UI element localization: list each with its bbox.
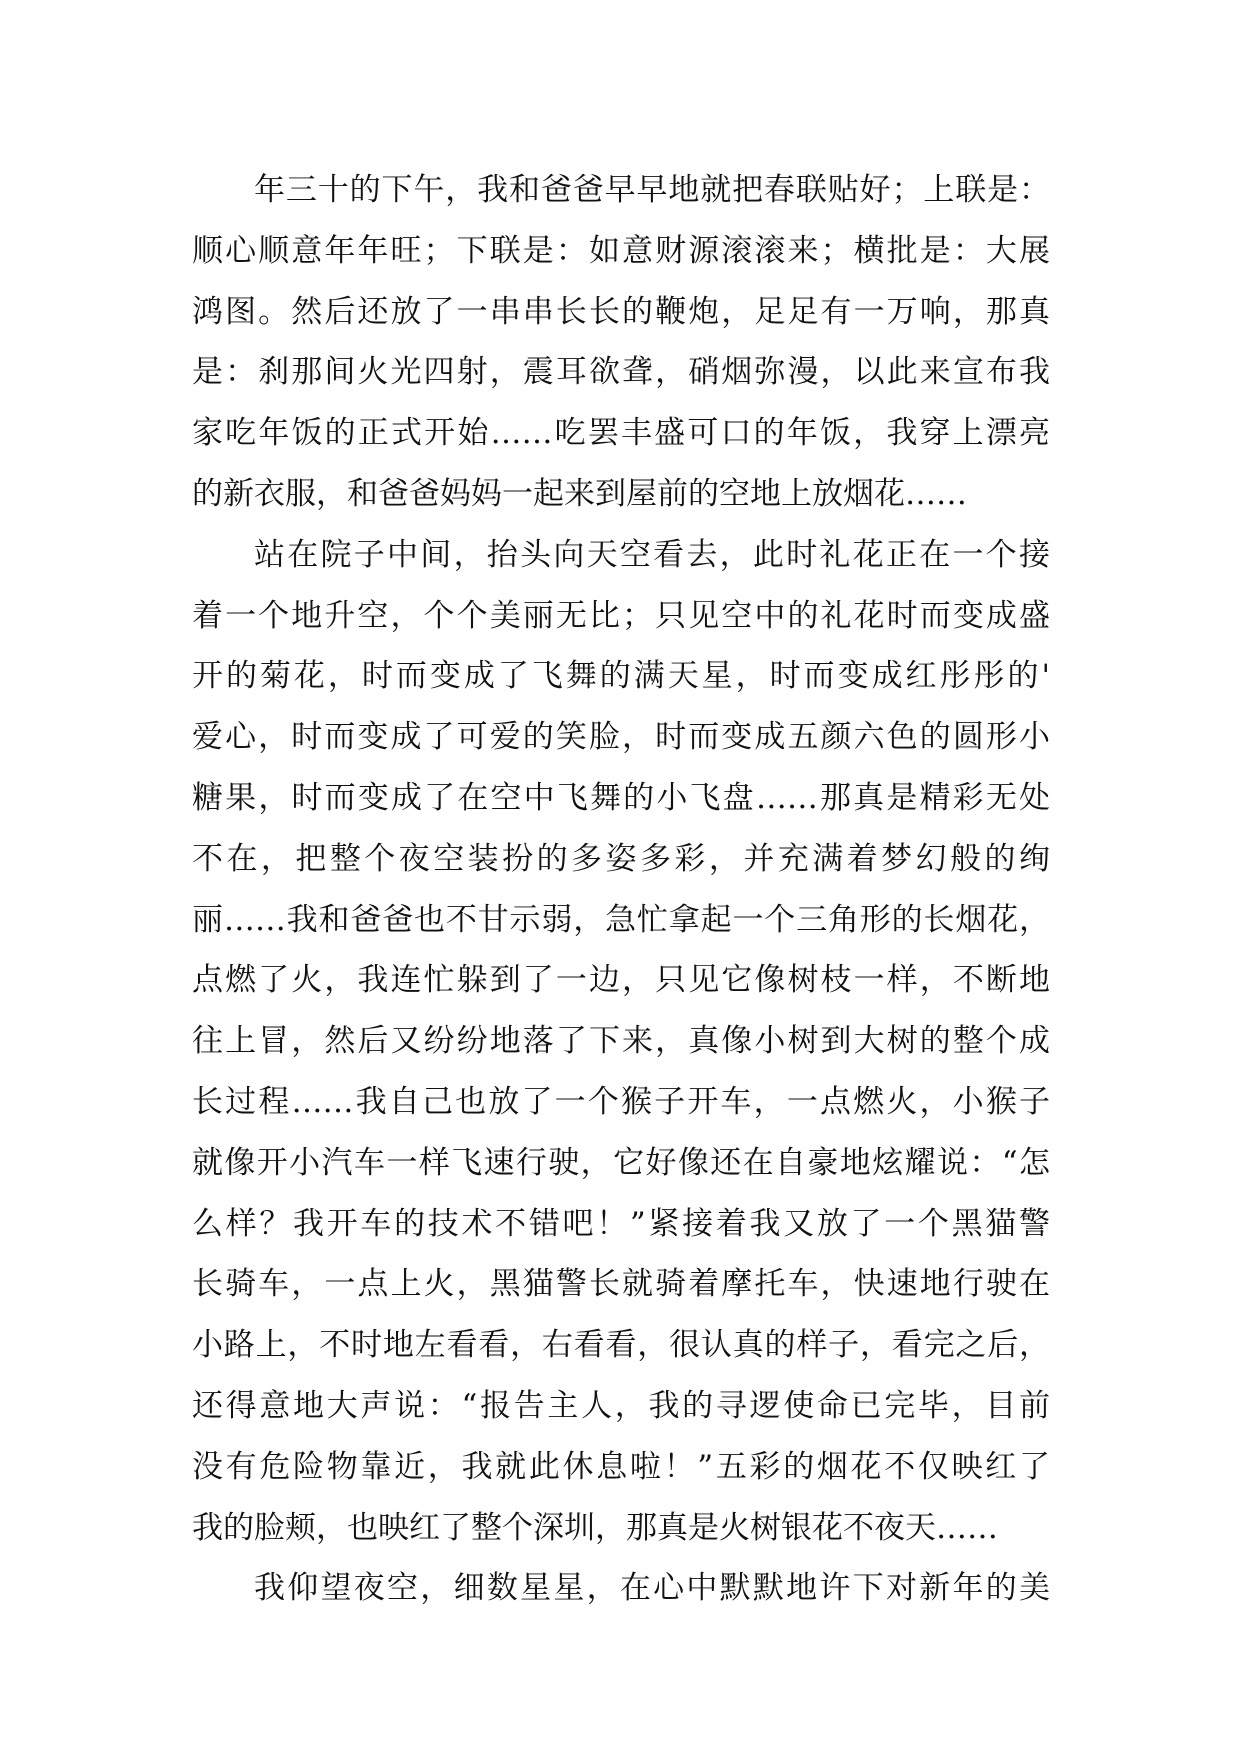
text-line: 就像开小汽车一样飞速行驶，它好像还在自豪地炫耀说：“怎 — [192, 1144, 1050, 1181]
text-line: 的新衣服，和爸爸妈妈一起来到屋前的空地上放烟花…… — [192, 475, 967, 512]
text-line: 开的菊花，时而变成了飞舞的满天星，时而变成红彤彤的' — [192, 658, 1050, 695]
text-line: 年三十的下午，我和爸爸早早地就把春联贴好；上联是： — [254, 172, 1050, 208]
text-line: 点燃了火，我连忙躲到了一边，只见它像树枝一样，不断地 — [192, 962, 1050, 999]
text-line: 没有危险物靠近，我就此休息啦！”五彩的烟花不仅映红了 — [192, 1448, 1050, 1485]
text-line: 爱心，时而变成了可爱的笑脸，时而变成五颜六色的圆形小 — [192, 719, 1050, 756]
text-line: 家吃年饭的正式开始……吃罢丰盛可口的年饭，我穿上漂亮 — [192, 415, 1050, 452]
text-line: 不在，把整个夜空装扮的多姿多彩，并充满着梦幻般的绚 — [192, 840, 1050, 877]
text-line: 小路上，不时地左看看，右看看，很认真的样子，看完之后， — [192, 1327, 1050, 1364]
text-line: 还得意地大声说：“报告主人，我的寻逻使命已完毕，目前 — [192, 1387, 1050, 1424]
text-line: 我仰望夜空，细数星星，在心中默默地许下对新年的美 — [254, 1570, 1050, 1607]
text-line: 长骑车，一点上火，黑猫警长就骑着摩托车，快速地行驶在 — [192, 1266, 1050, 1303]
text-line: 站在院子中间，抬头向天空看去，此时礼花正在一个接 — [254, 536, 1050, 573]
text-line: 我的脸颊，也映红了整个深圳，那真是火树银花不夜天…… — [192, 1509, 998, 1546]
text-line: 顺心顺意年年旺；下联是：如意财源滚滚来；横批是：大展 — [192, 232, 1050, 269]
text-line: 是：刹那间火光四射，震耳欲聋，硝烟弥漫，以此来宣布我 — [192, 354, 1050, 391]
document-body — [192, 160, 1050, 1619]
text-line: 糖果，时而变成了在空中飞舞的小飞盘……那真是精彩无处 — [192, 779, 1050, 816]
paragraph-1 — [192, 160, 1050, 525]
paragraph-2 — [192, 525, 1050, 1559]
text-line: 着一个地升空，个个美丽无比；只见空中的礼花时而变成盛 — [192, 597, 1050, 634]
text-line: 长过程……我自己也放了一个猴子开车，一点燃火，小猴子 — [192, 1083, 1050, 1120]
text-line: 往上冒，然后又纷纷地落了下来，真像小树到大树的整个成 — [192, 1023, 1050, 1060]
text-line: 丽……我和爸爸也不甘示弱，急忙拿起一个三角形的长烟花， — [192, 901, 1050, 938]
text-line: 么样？我开车的技术不错吧！”紧接着我又放了一个黑猫警 — [192, 1205, 1050, 1242]
paragraph-3 — [192, 1558, 1050, 1619]
text-line: 鸿图。然后还放了一串串长长的鞭炮，足足有一万响，那真 — [192, 293, 1050, 330]
